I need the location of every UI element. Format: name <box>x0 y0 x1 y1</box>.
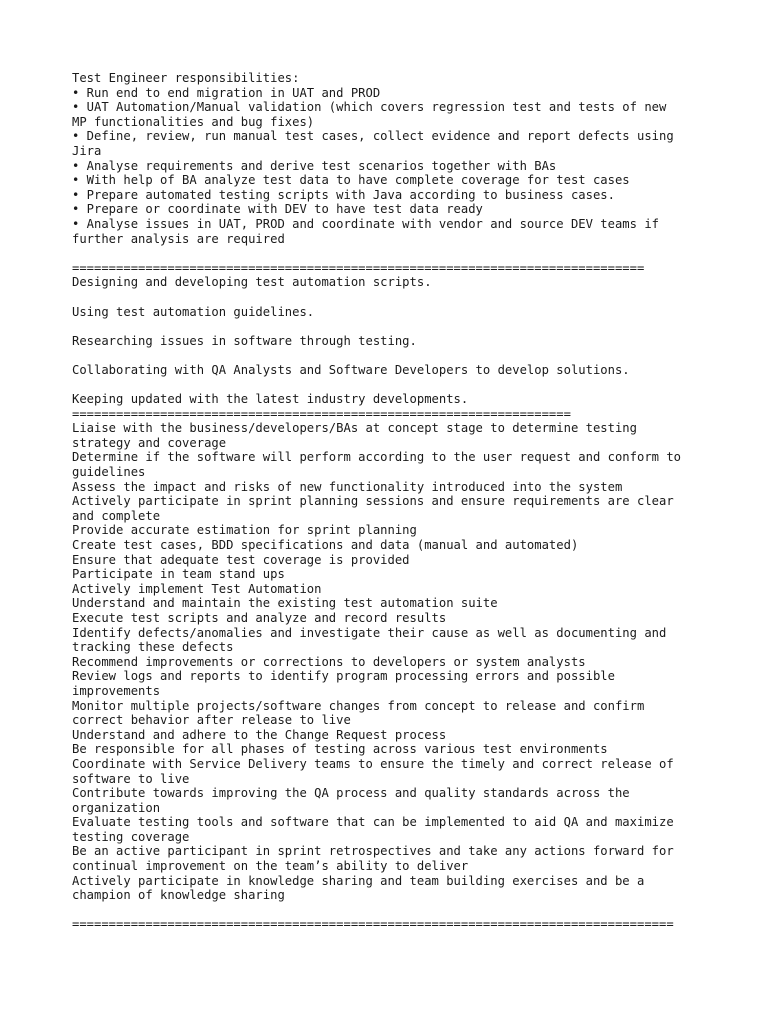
text-line: Determine if the software will perform according to the user request and conform to <box>72 450 682 465</box>
text-line: champion of knowledge sharing <box>72 888 285 903</box>
text-line: Create test cases, BDD specifications and data (manual and automated) <box>72 538 579 552</box>
text-line: Execute test scripts and analyze and record results <box>72 610 447 625</box>
blank-line <box>72 290 712 305</box>
text-line: Provide accurate estimation for sprint planning <box>72 523 417 538</box>
text-line: Identify defects/anomalies and investigate their cause as well as documenting and <box>72 625 667 640</box>
text-line: Actively participate in sprint planning sessions and ensure requirements are clear <box>72 494 674 509</box>
bullet-line: • Analyse requirements and derive test scenarios together with BAs <box>72 158 557 173</box>
blank-line <box>72 348 712 363</box>
text-line: Collaborating with QA Analysts and Software Developers to develop solutions. <box>72 362 630 377</box>
separator-line: ==================================================================== <box>72 406 571 421</box>
blank-line <box>72 903 712 918</box>
text-line: Review logs and reports to identify program processing errors and possible <box>72 669 615 684</box>
text-line: and complete <box>72 508 161 523</box>
text-line: Keeping updated with the latest industry developments. <box>72 392 469 407</box>
text-line: guidelines <box>72 465 146 480</box>
document-body <box>72 71 712 932</box>
bullet-line: • Define, review, run manual test cases, collect evidence and report defects using <box>72 129 674 144</box>
text-line: Participate in team stand ups <box>72 567 285 582</box>
bullet-line: • Run end to end migration in UAT and PROD <box>72 85 381 100</box>
text-line: Monitor multiple projects/software changes from concept to release and confirm <box>72 698 645 713</box>
text-line: Ensure that adequate test coverage is provided <box>72 552 410 567</box>
text-line: Liaise with the business/developers/BAs at concept stage to determine testing <box>72 421 637 436</box>
text-line: Be an active participant in sprint retrospectives and take any actions forward for <box>72 844 674 859</box>
bullet-line: • Prepare or coordinate with DEV to have test data ready <box>72 202 483 217</box>
text-line: Actively participate in knowledge sharing and team building exercises and be a <box>72 873 645 888</box>
text-line: Be responsible for all phases of testing across various test environments <box>72 742 608 757</box>
separator-line: ================================================================================== <box>72 917 674 932</box>
text-line: Researching issues in software through testing. <box>72 333 417 348</box>
separator-line: ============================================================================== <box>72 260 645 275</box>
text-line: Understand and adhere to the Change Request process <box>72 727 447 742</box>
text-line: Coordinate with Service Delivery teams to ensure the timely and correct release of <box>72 756 674 771</box>
text-line: Evaluate testing tools and software that can be implemented to aid QA and maximize <box>72 815 674 830</box>
text-line: tracking these defects <box>72 640 234 655</box>
text-line: improvements <box>72 683 161 698</box>
text-line: Contribute towards improving the QA process and quality standards across the <box>72 786 630 801</box>
blank-line <box>72 377 712 392</box>
text-line: Jira <box>72 143 102 158</box>
blank-line <box>72 319 712 334</box>
text-line: organization <box>72 800 161 815</box>
text-line: strategy and coverage <box>72 435 227 450</box>
text-line: MP functionalities and bug fixes) <box>72 114 315 129</box>
text-line: Designing and developing test automation scripts. <box>72 275 432 290</box>
text-line: software to live <box>72 771 190 786</box>
text-line: Test Engineer responsibilities: <box>72 71 300 85</box>
bullet-line: • With help of BA analyze test data to have complete coverage for test cases <box>72 173 630 188</box>
text-line: Understand and maintain the existing test automation suite <box>72 596 498 611</box>
document-page <box>72 71 712 932</box>
text-line: Assess the impact and risks of new functionality introduced into the system <box>72 479 623 494</box>
blank-line <box>72 246 712 261</box>
bullet-line: • Analyse issues in UAT, PROD and coordinate with vendor and source DEV teams if <box>72 216 659 231</box>
bullet-line: • Prepare automated testing scripts with Java according to business cases. <box>72 187 615 202</box>
text-line: Recommend improvements or corrections to developers or system analysts <box>72 654 586 669</box>
text-line: continual improvement on the team’s ability to deliver <box>72 859 469 874</box>
text-line: further analysis are required <box>72 231 285 246</box>
text-line: Using test automation guidelines. <box>72 304 315 319</box>
text-line: correct behavior after release to live <box>72 713 351 728</box>
bullet-line: • UAT Automation/Manual validation (which covers regression test and tests of new <box>72 100 667 115</box>
text-line: Actively implement Test Automation <box>72 581 322 596</box>
text-line: testing coverage <box>72 829 190 844</box>
